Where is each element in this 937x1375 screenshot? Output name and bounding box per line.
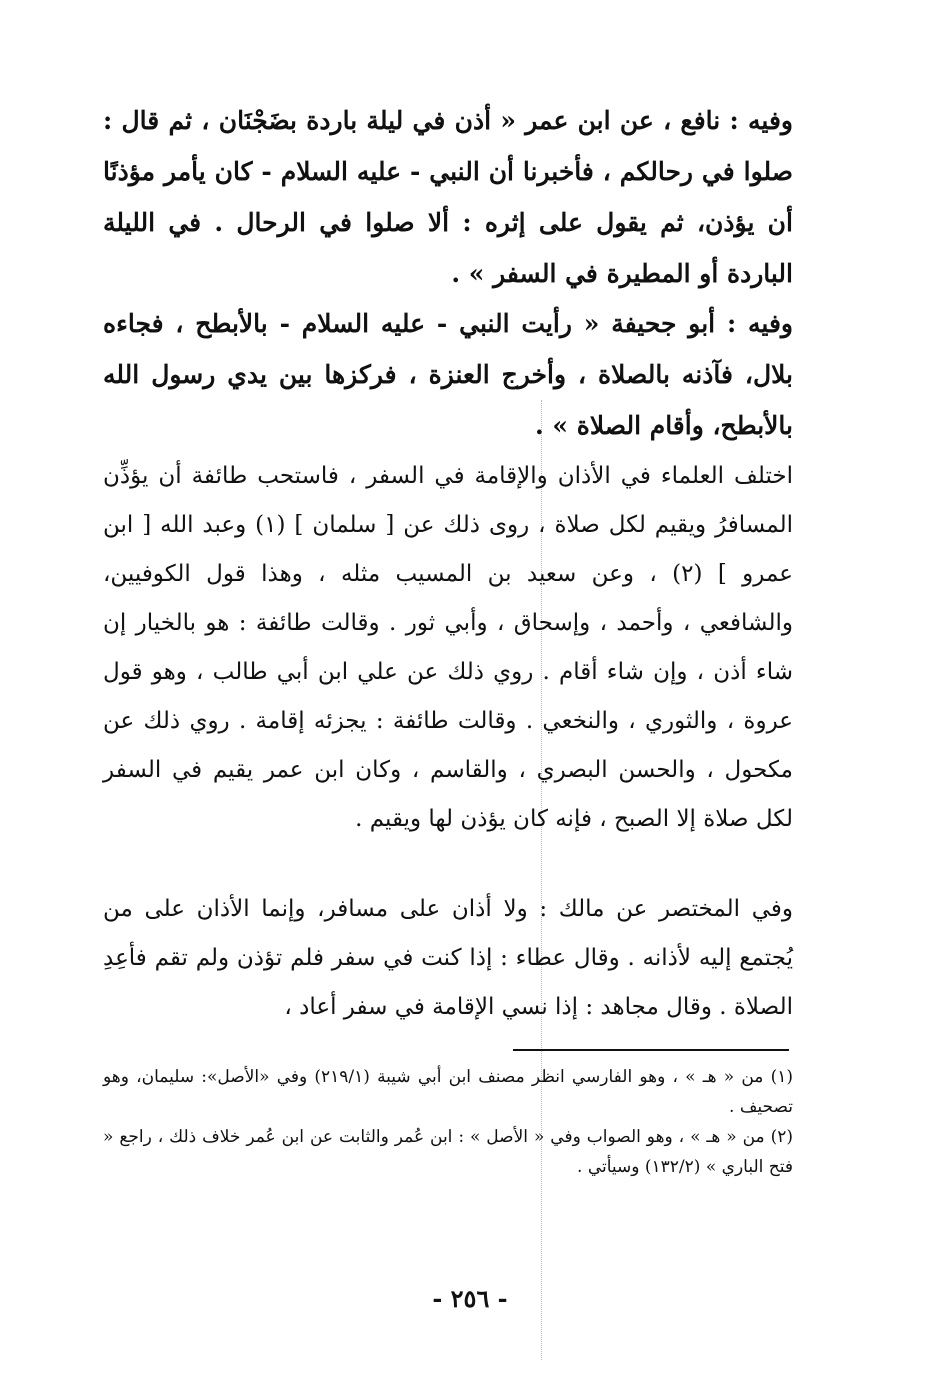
page-number: - ٢٥٦ - <box>432 1284 508 1313</box>
paragraph-abu-juhayfa-hadith: وفيه : أبو جحيفة « رأيت النبي - عليه السلام - بالأبطح ، فجاءه بلال، فآذنه بالصلاة ، وأخرج العنزة ، فركزها بين يدي رسول الله بالأبطح، وأقام الصلاة » . <box>103 309 793 440</box>
paragraph-nafi-hadith: وفيه : نافع ، عن ابن عمر « أذن في ليلة باردة بضَجْنَان ، ثم قال : صلوا في رحالكم ، فأخبرنا أن النبي - عليه السلام - كان يأمر مؤذنًا أن يؤذن، ثم يقول على إثره : ألا صلوا في الرحال . في الليلة الباردة أو المطيرة في السفر » . <box>103 106 793 288</box>
footnote-2: (٢) من « هـ » ، وهو الصواب وفي « الأصل » : ابن عُمر والثابت عن ابن عُمر خلاف ذلك ، راجع « فتح الباري » (١٣٢/٢) وسيأتي . <box>103 1127 793 1177</box>
paragraph-mukhtasar-malik: وفي المختصر عن مالك : ولا أذان على مسافر، وإنما الأذان على من يُجتمع إليه لأذانه . وقال عطاء : إذا كنت في سفر فلم تؤذن ولم تقم فأعِدِ الصلاة . وقال مجاهد : إذا نسي الإقامة في سفر أعاد ، <box>103 896 793 1020</box>
paragraph-scholars-disagreement: اختلف العلماء في الأذان والإقامة في السفر ، فاستحب طائفة أن يؤذِّن المسافرُ ويقيم لكل صلاة ، روى ذلك عن [ سلمان ] (١) وعبد الله [ ابن عمرو ] (٢) ، وعن سعيد بن المسيب مثله ، وهذا قول الكوفيين، والشافعي ، وأحمد ، وإسحاق ، وأبي ثور . وقالت طائفة : هو بالخيار إن شاء أذن ، وإن شاء أقام . روي ذلك عن علي ابن أبي طالب ، وهو قول عروة ، والثوري ، والنخعي . وقالت طائفة : يجزئه إقامة . روي ذلك عن مكحول ، والحسن البصري ، والقاسم ، وكان ابن عمر يقيم في السفر لكل صلاة إلا الصبح ، فإنه كان يؤذن لها ويقيم . <box>103 463 794 832</box>
footnotes <box>103 1062 793 1182</box>
footnote-1: (١) من « هـ » ، وهو الفارسي انظر مصنف ابن أبي شيبة (٢١٩/١) وفي «الأصل»: سليمان، وهو تصحيف . <box>103 1067 793 1117</box>
footnote-separator <box>513 1049 789 1051</box>
